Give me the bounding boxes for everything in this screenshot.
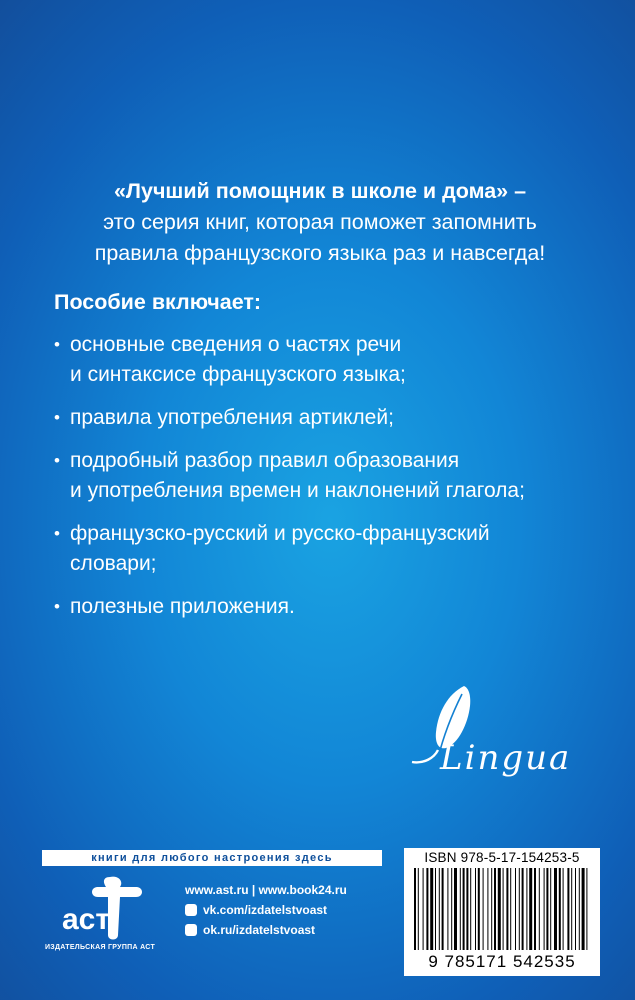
publisher-name: ИЗДАТЕЛЬСКАЯ ГРУППА АСТ <box>44 944 156 951</box>
includes-heading: Пособие включает: <box>54 290 262 314</box>
contents-list <box>54 330 614 635</box>
publisher-slogan: книги для любого настроения здесь <box>42 850 382 866</box>
list-item: • основные сведения о частях речи и синтаксисе французского языка; <box>54 330 614 390</box>
list-item: • полезные приложения. <box>54 592 614 622</box>
ast-logo-text: аст <box>62 903 111 936</box>
ok-icon <box>185 924 197 936</box>
series-description <box>30 176 610 269</box>
publisher-links <box>185 880 347 940</box>
ast-figure-icon <box>58 873 148 943</box>
barcode-digits: 9 785171 542535 <box>428 952 576 971</box>
list-item: • правила употребления артиклей; <box>54 403 614 433</box>
vk-link[interactable]: vk.com/izdatelstvoast <box>203 903 328 917</box>
isbn-barcode-panel <box>404 848 600 976</box>
series-title: «Лучший помощник в школе и дома» – <box>113 179 527 203</box>
list-item: • французско-русский и русско-французский словари; <box>54 519 614 579</box>
series-description-line-2: это серия книг, которая поможет запомнить <box>103 210 537 234</box>
series-description-line-3: правила французского языка раз и навсегда! <box>94 241 546 265</box>
series-logo: Lingua <box>440 738 572 778</box>
vk-icon <box>185 904 197 916</box>
ok-link[interactable]: ok.ru/izdatelstvoast <box>203 923 316 937</box>
website-links[interactable]: www.ast.ru | www.book24.ru <box>185 883 347 897</box>
list-item: • подробный разбор правил образования и употребления времен и наклонений глагола; <box>54 446 614 506</box>
barcode <box>412 868 592 952</box>
isbn-label: ISBN 978-5-17-154253-5 <box>424 850 580 865</box>
